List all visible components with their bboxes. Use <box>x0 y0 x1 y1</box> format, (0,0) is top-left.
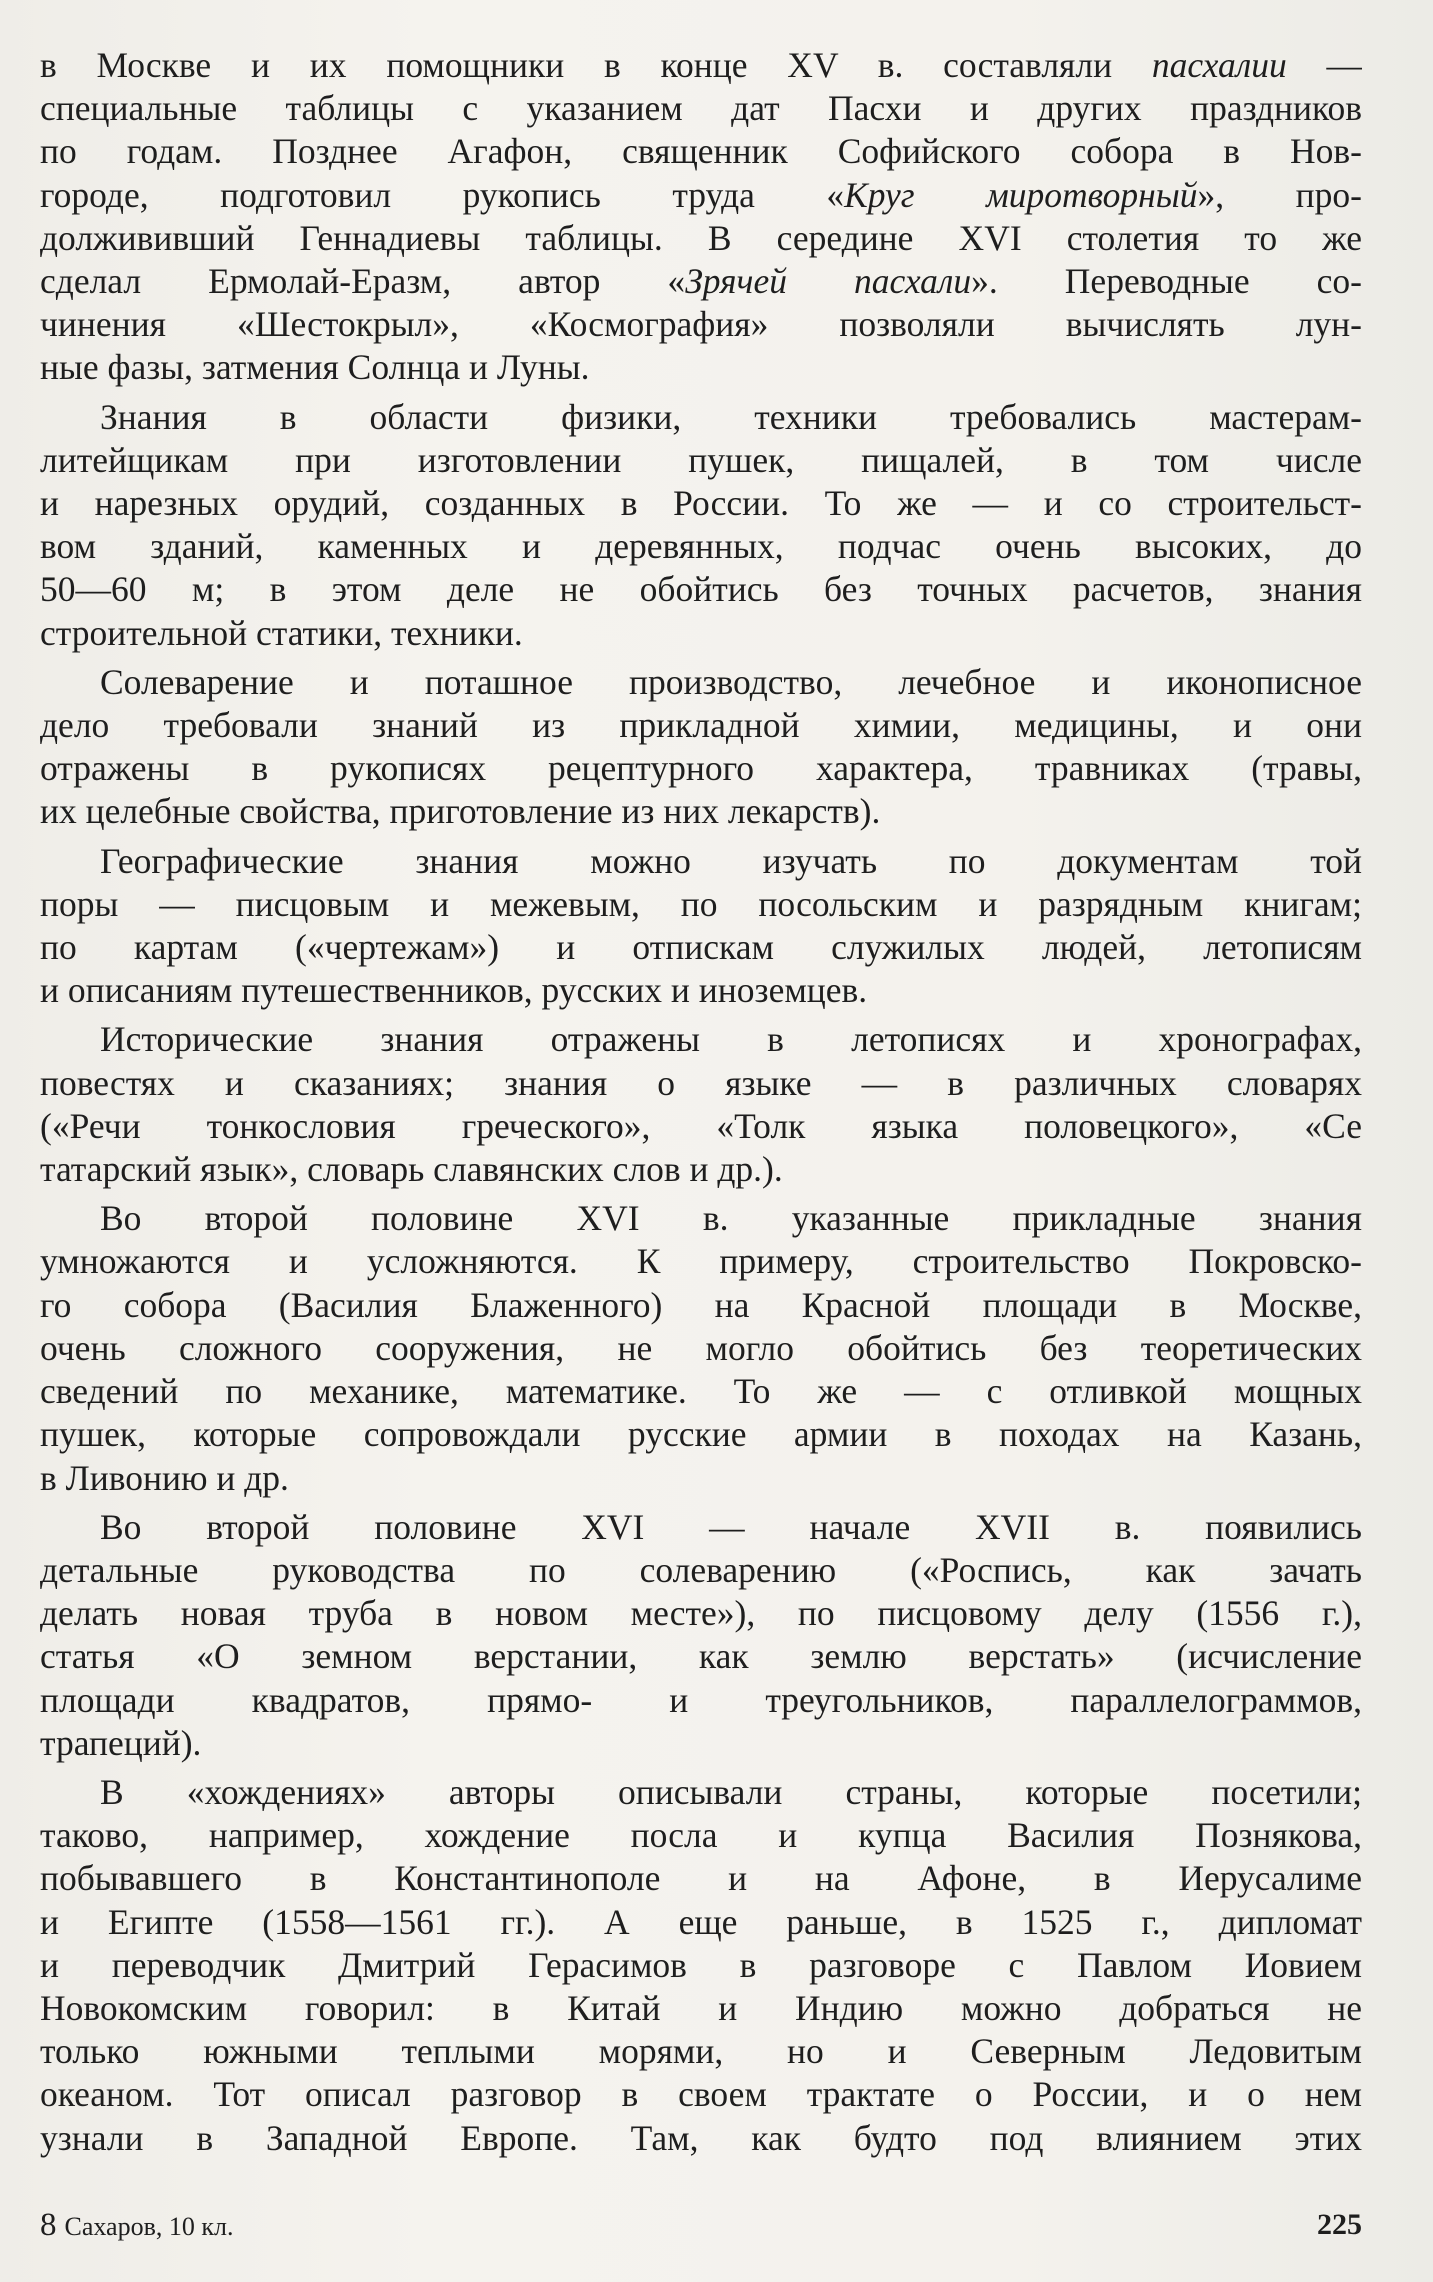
text-line: статья «О земном верстании, как землю верстать» (исчисление <box>40 1636 1362 1677</box>
text-line: побывавшего в Константинополе и на Афоне, в Иерусалиме <box>40 1858 1362 1899</box>
text-line: и описаниям путешественников, русских и иноземцев. <box>40 970 868 1011</box>
text-line: Солеварение и поташное производство, лечебное и иконописное <box>100 661 1362 702</box>
text-line: сделал Ермолай-Еразм, автор «Зрячей пасхали». Переводные со- <box>40 261 1362 302</box>
text-line: сведений по механике, математике. То же — с отливкой мощных <box>40 1371 1362 1412</box>
paragraph <box>40 44 1362 390</box>
signature-number: 8 <box>40 2207 57 2243</box>
text-line: по картам («чертежам») и отпискам служилых людей, летописям <box>40 927 1362 968</box>
text-line: площади квадратов, прямо- и треугольников, параллелограммов, <box>40 1679 1362 1720</box>
text-line: в Москве и их помощники в конце XV в. составляли пасхалии — <box>40 45 1362 85</box>
text-line: и Египте (1558—1561 гг.). А еще раньше, в 1525 г., дипломат <box>40 1901 1362 1942</box>
text-line: ные фазы, затмения Солнца и Луны. <box>40 347 590 388</box>
body-text <box>40 44 1362 2166</box>
text-line: повестях и сказаниях; знания о языке — в различных словарях <box>40 1062 1362 1103</box>
text-line: специальные таблицы с указанием дат Пасхи и других праздников <box>40 88 1362 129</box>
text-line: («Речи тонкословия греческого», «Толк языка половецкого», «Се <box>40 1105 1362 1146</box>
text-line: океаном. Тот описал разговор в своем трактате о России, и о нем <box>40 2074 1362 2115</box>
text-line: только южными теплыми морями, но и Северным Ледовитым <box>40 2031 1362 2072</box>
text-line: Географические знания можно изучать по документам той <box>100 840 1362 881</box>
text-line: отражены в рукописях рецептурного характера, травниках (травы, <box>40 748 1362 789</box>
text-line: детальные руководства по солеварению («Роспись, как зачать <box>40 1549 1362 1590</box>
text-line: строительной статики, техники. <box>40 612 523 653</box>
text-line: узнали в Западной Европе. Там, как будто под влиянием этих <box>40 2117 1362 2158</box>
text-line: Исторические знания отражены в летописях и хронографах, <box>100 1019 1362 1060</box>
text-line: делать новая труба в новом месте»), по писцовому делу (1556 г.), <box>40 1593 1362 1634</box>
text-line: и нарезных орудий, созданных в России. То же — и со строительст- <box>40 483 1362 524</box>
page-number: 225 <box>1317 2208 1362 2241</box>
text-line: по годам. Позднее Агафон, священник Софийского собора в Нов- <box>40 131 1362 172</box>
text-line: вом зданий, каменных и деревянных, подчас очень высоких, до <box>40 526 1362 567</box>
paragraph <box>40 661 1362 834</box>
text-line: умножаются и усложняются. К примеру, строительство Покровско- <box>40 1241 1362 1282</box>
text-line: литейщикам при изготовлении пушек, пищалей, в том числе <box>40 439 1362 480</box>
text-line: В «хождениях» авторы описывали страны, которые посетили; <box>100 1771 1362 1812</box>
text-line: чинения «Шестокрыл», «Космография» позволяли вычислять лун- <box>40 304 1362 345</box>
text-line: Во второй половине XVI в. указанные прикладные знания <box>100 1198 1362 1239</box>
text-line: Знания в области физики, техники требовались мастерам- <box>100 396 1362 437</box>
text-line: городе, подготовил рукопись труда «Круг миротворный», про- <box>40 174 1362 215</box>
paragraph <box>40 396 1362 655</box>
text-line: таково, например, хождение посла и купца Василия Познякова, <box>40 1815 1362 1856</box>
signature-text: Сахаров, 10 кл. <box>64 2212 234 2241</box>
text-line: Новокомским говорил: в Китай и Индию можно добраться не <box>40 1987 1362 2028</box>
text-line: пушек, которые сопровождали русские армии в походах на Казань, <box>40 1414 1362 1455</box>
text-line: и переводчик Дмитрий Герасимов в разговоре с Павлом Иовием <box>40 1944 1362 1985</box>
paragraph <box>40 1197 1362 1499</box>
paragraph <box>40 1018 1362 1191</box>
paragraph <box>40 840 1362 1013</box>
printer-signature <box>40 2205 233 2247</box>
text-line: поры — писцовым и межевым, по посольским и разрядным книгам; <box>40 883 1362 924</box>
text-line: их целебные свойства, приготовление из них лекарств). <box>40 791 881 832</box>
text-line: татарский язык», словарь славянских слов и др.). <box>40 1149 783 1190</box>
page-footer <box>40 2205 1362 2245</box>
text-line: трапеций). <box>40 1722 202 1763</box>
paragraph <box>40 1771 1362 2160</box>
text-line: го собора (Василия Блаженного) на Красной площади в Москве, <box>40 1284 1362 1325</box>
text-line: в Ливонию и др. <box>40 1457 289 1498</box>
text-line: 50—60 м; в этом деле не обойтись без точных расчетов, знания <box>40 569 1362 610</box>
text-line: очень сложного сооружения, не могло обойтись без теоретических <box>40 1327 1362 1368</box>
paragraph <box>40 1506 1362 1765</box>
text-line: дело требовали знаний из прикладной химии, медицины, и они <box>40 705 1362 746</box>
text-line: должививший Геннадиевы таблицы. В середине XVI столетия то же <box>40 217 1362 258</box>
text-line: Во второй половине XVI — начале XVII в. появились <box>100 1506 1362 1547</box>
